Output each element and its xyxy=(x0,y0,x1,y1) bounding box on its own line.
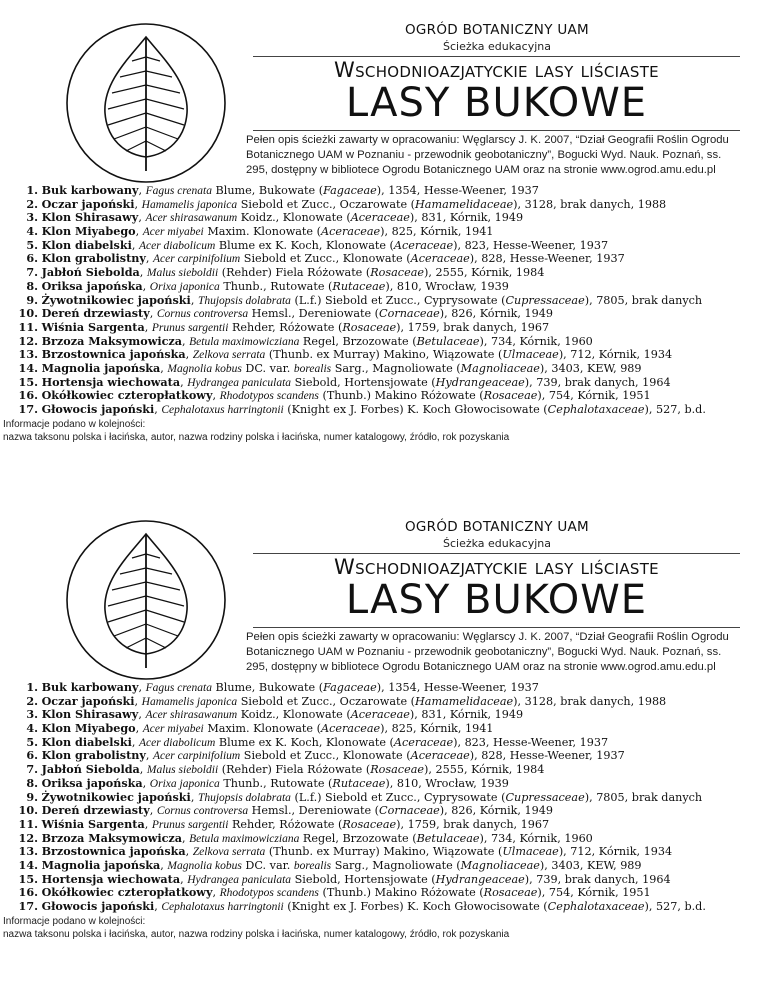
info-note xyxy=(3,916,763,941)
list-item: 7. Jabłoń Siebolda, Malus sieboldii (Rehder) Fiela Różowate (Rosaceae), 2555, Kórnik, 1984 xyxy=(26,762,545,777)
page-title: LASY BUKOWE xyxy=(345,577,648,623)
list-item: 13. Brzostownica japońska, Zelkova serrata (Thunb. ex Murray) Makino, Wiązowate (Ulmaceae), 712, Kórnik, 1934 xyxy=(18,347,673,362)
list-item: 11. Wiśnia Sargenta, Prunus sargentii Rehder, Różowate (Rosaceae), 1759, brak danych, 1967 xyxy=(18,816,550,831)
list-item: 3. Klon Shirasawy, Acer shirasawanum Koidz., Klonowate (Aceraceae), 831, Kórnik, 1949 xyxy=(26,210,524,225)
divider xyxy=(253,130,740,131)
list-item: 2. Oczar japoński, Hamamelis japonica Siebold et Zucc., Oczarowate (Hamamelidaceae), 3128, brak danych, 1988 xyxy=(26,196,667,211)
species-list xyxy=(0,184,768,417)
info-note xyxy=(3,419,763,444)
list-item: 14. Magnolia japońska, Magnolia kobus DC. var. borealis Sarg., Magnoliowate (Magnoliaceae), 3403, KEW, 989 xyxy=(18,857,642,872)
description: Pełen opis ścieżki zawarty w opracowaniu: Węglarscy J. K. 2007, “Dział Geografii Roślin Ogrodu Botanicznego UAM w Poznaniu - przewodnik geobotaniczny”, Bogucki Wyd. Nauk. Poznań, ss. 295, dostępny w bibliotece Ogrodu Botanicznego UAM oraz na stronie www.ogrod.amu.edu.pl xyxy=(246,134,729,176)
list-item: 17. Głowocis japoński, Cephalotaxus harringtonii (Knight ex J. Forbes) K. Koch Głowocisowate (Cephalotaxaceae), 527, b.d. xyxy=(18,402,706,416)
list-item: 12. Brzoza Maksymowicza, Betula maximowicziana Regel, Brzozowate (Betulaceae), 734, Kórnik, 1960 xyxy=(18,333,593,348)
list-item: 15. Hortensja wiechowata, Hydrangea paniculata Siebold, Hortensjowate (Hydrangeaceae), 739, brak danych, 1964 xyxy=(18,374,671,389)
list-item: 6. Klon grabolistny, Acer carpinifolium Siebold et Zucc., Klonowate (Aceraceae), 828, Hesse-Weener, 1937 xyxy=(26,251,625,266)
list-item: 8. Oriksa japońska, Orixa japonica Thunb., Rutowate (Rutaceae), 810, Wrocław, 1939 xyxy=(26,278,509,293)
list-item: 9. Żywotnikowiec japoński, Thujopsis dolabrata (L.f.) Siebold et Zucc., Cyprysowate (Cupressaceae), 7805, brak danych xyxy=(26,292,703,307)
list-item: 1. Buk karbowany, Fagus crenata Blume, Bukowate (Fagaceae), 1354, Hesse-Weener, 1937 xyxy=(26,680,539,694)
list-item: 3. Klon Shirasawy, Acer shirasawanum Koidz., Klonowate (Aceraceae), 831, Kórnik, 1949 xyxy=(26,707,524,722)
page-title: LASY BUKOWE xyxy=(345,80,648,126)
beech-leaf-icon xyxy=(64,21,228,185)
list-item: 17. Głowocis japoński, Cephalotaxus harringtonii (Knight ex J. Forbes) K. Koch Głowocisowate (Cephalotaxaceae), 527, b.d. xyxy=(18,899,706,913)
info-line: nazwa taksonu polska i łacińska, autor, nazwa rodziny polska i łacińska, numer katalogowy, źródło, rok pozyskania xyxy=(3,928,510,940)
list-item: 5. Klon diabelski, Acer diabolicum Blume ex K. Koch, Klonowate (Aceraceae), 823, Hesse-Weener, 1937 xyxy=(26,734,609,749)
list-item: 4. Klon Miyabego, Acer miyabei Maxim. Klonowate (Aceraceae), 825, Kórnik, 1941 xyxy=(26,721,494,736)
divider xyxy=(253,553,740,554)
list-item: 10. Dereń drzewiasty, Cornus controversa Hemsl., Dereniowate (Cornaceae), 826, Kórnik, 1949 xyxy=(18,803,554,818)
list-item: 16. Okółkowiec czteropłatkowy, Rhodotypos scandens (Thunb.) Makino Różowate (Rosaceae), 754, Kórnik, 1951 xyxy=(18,388,651,403)
list-item: 9. Żywotnikowiec japoński, Thujopsis dolabrata (L.f.) Siebold et Zucc., Cyprysowate (Cupressaceae), 7805, brak danych xyxy=(26,789,703,804)
organization-name: OGRÓD BOTANICZNY UAM xyxy=(404,519,590,535)
info-line: nazwa taksonu polska i łacińska, autor, nazwa rodziny polska i łacińska, numer katalogowy, źródło, rok pozyskania xyxy=(3,431,510,443)
path-label: Ścieżka edukacyjna xyxy=(442,537,551,550)
list-item: 6. Klon grabolistny, Acer carpinifolium Siebold et Zucc., Klonowate (Aceraceae), 828, Hesse-Weener, 1937 xyxy=(26,748,625,763)
list-item: 16. Okółkowiec czteropłatkowy, Rhodotypos scandens (Thunb.) Makino Różowate (Rosaceae), 754, Kórnik, 1951 xyxy=(18,885,651,900)
info-line: Informacje podano w kolejności: xyxy=(3,916,146,927)
list-item: 4. Klon Miyabego, Acer miyabei Maxim. Klonowate (Aceraceae), 825, Kórnik, 1941 xyxy=(26,224,494,239)
list-item: 2. Oczar japoński, Hamamelis japonica Siebold et Zucc., Oczarowate (Hamamelidaceae), 3128, brak danych, 1988 xyxy=(26,693,667,708)
list-item: 13. Brzostownica japońska, Zelkova serrata (Thunb. ex Murray) Makino, Wiązowate (Ulmaceae), 712, Kórnik, 1934 xyxy=(18,844,673,859)
list-item: 12. Brzoza Maksymowicza, Betula maximowicziana Regel, Brzozowate (Betulaceae), 734, Kórnik, 1960 xyxy=(18,830,593,845)
divider xyxy=(253,56,740,57)
list-item: 15. Hortensja wiechowata, Hydrangea paniculata Siebold, Hortensjowate (Hydrangeaceae), 739, brak danych, 1964 xyxy=(18,871,671,886)
beech-leaf-icon xyxy=(64,518,228,682)
list-item: 14. Magnolia japońska, Magnolia kobus DC. var. borealis Sarg., Magnoliowate (Magnoliaceae), 3403, KEW, 989 xyxy=(18,360,642,375)
list-item: 10. Dereń drzewiasty, Cornus controversa Hemsl., Dereniowate (Cornaceae), 826, Kórnik, 1949 xyxy=(18,306,554,321)
list-item: 11. Wiśnia Sargenta, Prunus sargentii Rehder, Różowate (Rosaceae), 1759, brak danych, 1967 xyxy=(18,319,550,334)
subtitle: Wschodnioazjatyckie lasy liściaste xyxy=(334,555,659,579)
label-panel-bottom xyxy=(0,497,768,994)
description: Pełen opis ścieżki zawarty w opracowaniu: Węglarscy J. K. 2007, “Dział Geografii Roślin Ogrodu Botanicznego UAM w Poznaniu - przewodnik geobotaniczny”, Bogucki Wyd. Nauk. Poznań, ss. 295, dostępny w bibliotece Ogrodu Botanicznego UAM oraz na stronie www.ogrod.amu.edu.pl xyxy=(246,631,729,673)
species-list xyxy=(0,681,768,914)
list-item: 1. Buk karbowany, Fagus crenata Blume, Bukowate (Fagaceae), 1354, Hesse-Weener, 1937 xyxy=(26,183,539,197)
list-item: 8. Oriksa japońska, Orixa japonica Thunb., Rutowate (Rutaceae), 810, Wrocław, 1939 xyxy=(26,775,509,790)
subtitle: Wschodnioazjatyckie lasy liściaste xyxy=(334,58,659,82)
organization-name: OGRÓD BOTANICZNY UAM xyxy=(404,22,590,38)
list-item: 5. Klon diabelski, Acer diabolicum Blume ex K. Koch, Klonowate (Aceraceae), 823, Hesse-Weener, 1937 xyxy=(26,237,609,252)
path-label: Ścieżka edukacyjna xyxy=(442,40,551,53)
info-line: Informacje podano w kolejności: xyxy=(3,419,146,430)
list-item: 7. Jabłoń Siebolda, Malus sieboldii (Rehder) Fiela Różowate (Rosaceae), 2555, Kórnik, 1984 xyxy=(26,265,545,280)
divider xyxy=(253,627,740,628)
